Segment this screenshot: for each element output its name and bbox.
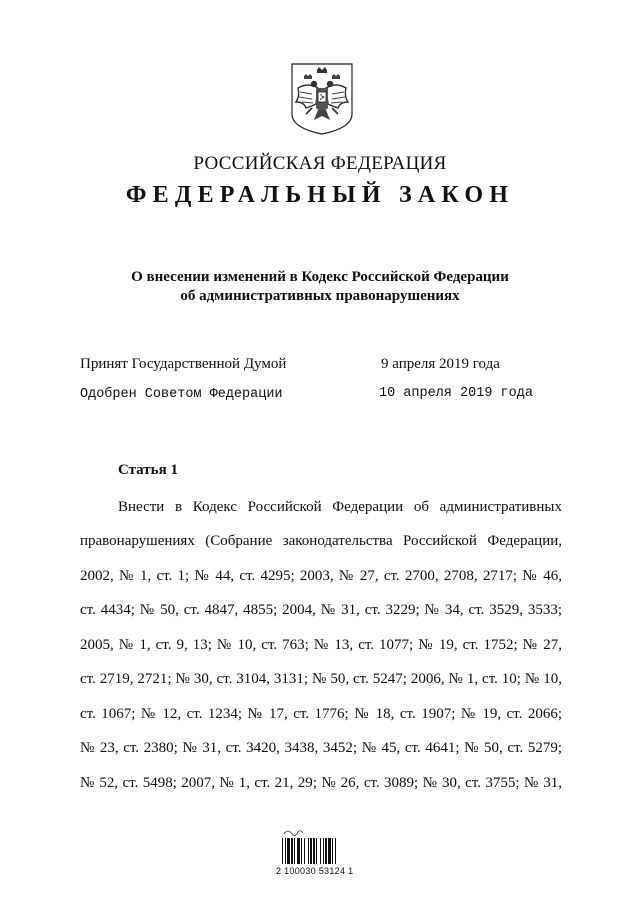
article-text-line: № 23, ст. 2380; № 31, ст. 3420, 3438, 3452; № 45, ст. 4641; № 50, ст. 5279; <box>80 740 562 756</box>
country-heading: РОССИЙСКАЯ ФЕДЕРАЦИЯ <box>193 153 447 174</box>
barcode-bar <box>291 838 293 864</box>
barcode-number: 2 100030 53124 1 <box>276 866 354 876</box>
article-text-line: № 52, ст. 5498; 2007, № 1, ст. 21, 29; № 26, ст. 3089; № 30, ст. 3755; № 31, <box>80 775 562 791</box>
barcode-bar <box>320 838 321 864</box>
barcode-bar <box>316 838 317 864</box>
coat-of-arms-emblem <box>290 62 354 136</box>
article-heading: Статья 1 <box>118 462 178 478</box>
article-text-line: ст. 4434; № 50, ст. 4847, 4855; 2004, № 31, ст. 3229; № 34, ст. 3529, 3533; <box>80 602 562 618</box>
barcode-bar <box>323 838 324 864</box>
article-text-line: ст. 2719, 2721; № 30, ст. 3104, 3131; № 50, ст. 5247; 2006, № 1, ст. 10; № 10, <box>80 671 562 687</box>
barcode-bar <box>287 838 290 864</box>
approved-by-council-label: Одобрен Советом Федерации <box>80 387 283 402</box>
barcode-bar <box>304 838 305 864</box>
article-text-line: Внести в Кодекс Российской Федерации об административных <box>118 499 562 515</box>
barcode-bar <box>301 838 302 864</box>
law-title-line: об административных правонарушениях <box>180 288 460 304</box>
barcode-bar <box>313 838 315 864</box>
barcode-bar <box>310 838 312 864</box>
article-text-line: 2002, № 1, ст. 1; № 44, ст. 4295; 2003, № 27, ст. 2700, 2708, 2717; № 46, <box>80 568 562 584</box>
barcode-bar <box>335 838 336 864</box>
barcode-bar <box>308 838 309 864</box>
law-title-line: О внесении изменений в Кодекс Российской Федерации <box>131 269 509 285</box>
article-text-line: 2005, № 1, ст. 9, 13; № 10, ст. 763; № 13, ст. 1077; № 19, ст. 1752; № 27, <box>80 637 562 653</box>
barcode-bar <box>294 838 295 864</box>
barcode-bar <box>285 838 286 864</box>
barcode-bar <box>328 838 331 864</box>
barcode-bar <box>297 838 300 864</box>
barcode-bar <box>332 838 333 864</box>
approved-by-council-date: 10 апреля 2019 года <box>379 386 533 401</box>
barcode-mark <box>284 831 303 836</box>
barcode-bar <box>325 838 327 864</box>
article-text-line: правонарушениях (Собрание законодательства Российской Федерации, <box>80 533 562 549</box>
adopted-by-duma-date: 9 апреля 2019 года <box>381 356 500 372</box>
document-type-heading: ФЕДЕРАЛЬНЫЙ ЗАКОН <box>125 182 515 208</box>
article-text-line: ст. 1067; № 12, ст. 1234; № 17, ст. 1776; № 18, ст. 1907; № 19, ст. 2066; <box>80 706 562 722</box>
law-title <box>0 268 640 306</box>
barcode-bar <box>282 838 283 864</box>
adopted-by-duma-label: Принят Государственной Думой <box>80 356 287 372</box>
